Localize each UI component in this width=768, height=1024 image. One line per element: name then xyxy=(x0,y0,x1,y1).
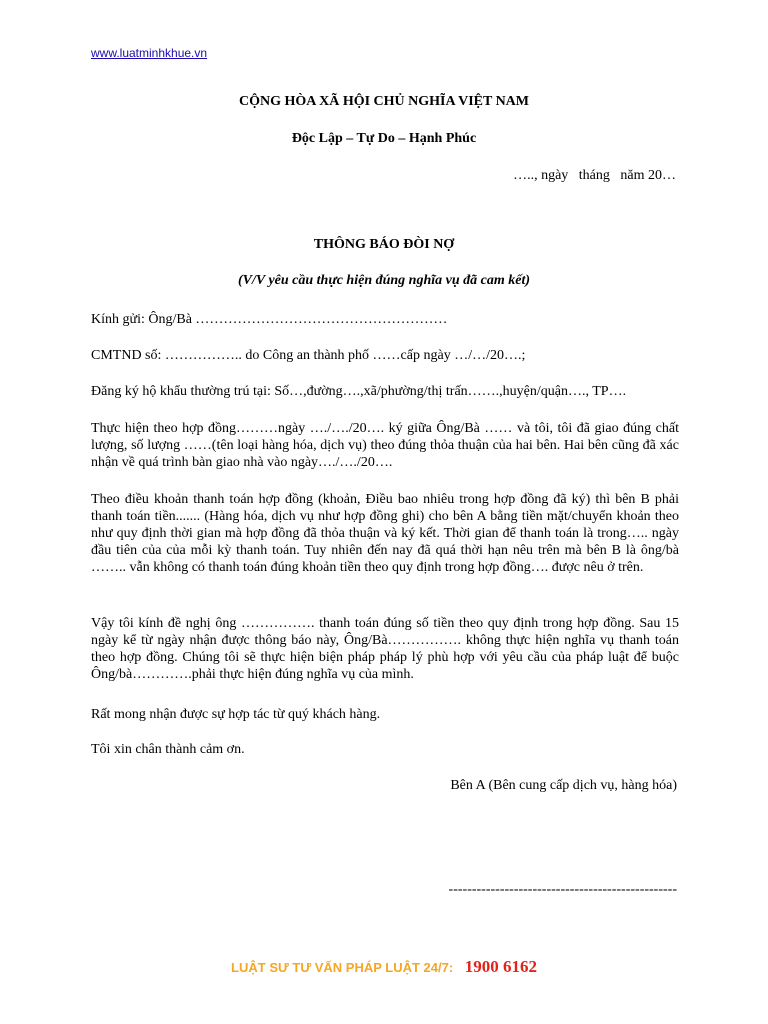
thanks-paragraph: Tôi xin chân thành cảm ơn. xyxy=(91,742,245,757)
request-paragraph: Vậy tôi kính đề nghị ông ……………. thanh toán đúng số tiền theo quy định trong hợp đồng. Sau 15 ngày kể từ ngày nhận được thông báo này, Ông/Bà……………. không thực hiện nghĩa vụ thanh toán theo hợp đồng. Chúng tôi sẽ thực hiện biện pháp pháp lý phù hợp với yêu cầu của pháp luật để buộc Ông/bà………….phải thực hiện đúng nghĩa vụ của mình. xyxy=(91,616,679,682)
address-paragraph: Đăng ký hộ khẩu thường trú tại: Số…,đường….,xã/phường/thị trấn…….,huyện/quận…., TP…. xyxy=(91,384,627,399)
document-title: THÔNG BÁO ĐÒI NỢ xyxy=(313,237,455,252)
signature-line: ------------------------------------------------- xyxy=(448,882,677,897)
site-link[interactable]: www.luatminhkhue.vn xyxy=(91,46,208,60)
date-line: ….., ngày tháng năm 20… xyxy=(513,168,676,183)
recipient-paragraph: Kính gửi: Ông/Bà ……………………………………………… xyxy=(91,312,448,327)
nation-heading: CỘNG HÒA XÃ HỘI CHỦ NGHĨA VIỆT NAM xyxy=(238,94,529,109)
signer-label: Bên A (Bên cung cấp dịch vụ, hàng hóa) xyxy=(450,778,677,793)
footer-hotline xyxy=(0,956,768,978)
footer-label: LUẬT SƯ TƯ VẤN PHÁP LUẬT 24/7: xyxy=(231,960,454,975)
contract-paragraph: Thực hiện theo hợp đồng………ngày …./…./20…. ký giữa Ông/Bà …… và tôi, tôi đã giao đúng chất lượng, số lượng ……(tên loại hàng hóa, dịch vụ) theo đúng thỏa thuận của hai bên. Hai bên cũng đã xác nhận về quá trình bàn giao nhà vào ngày…./…./20…. xyxy=(91,421,679,470)
cooperation-paragraph: Rất mong nhận được sự hợp tác từ quý khách hàng. xyxy=(91,707,381,722)
footer-phone[interactable]: 1900 6162 xyxy=(464,957,537,976)
document-subtitle: (V/V yêu cầu thực hiện đúng nghĩa vụ đã cam kết) xyxy=(237,273,531,288)
payment-paragraph: Theo điều khoản thanh toán hợp đồng (khoản, Điều bao nhiêu trong hợp đồng đã ký) thì bên B phải thanh toán tiền....... (Hàng hóa, dịch vụ như hợp đồng ghi) cho bên A bằng tiền mặt/chuyển khoản theo như quy định thời gian mà hợp đồng đã thỏa thuận và ký kết. Thời gian để thanh toán là trong….. ngày đầu tiên của của mỗi kỳ thanh toán. Tuy nhiên đến nay đã quá thời hạn nêu trên mà bên B là ông/bà …….. vẫn không có thanh toán đúng khoản tiền theo quy định trong hợp đồng…. được nêu ở trên. xyxy=(91,492,679,575)
id-card-paragraph: CMTND số: …………….. do Công an thành phố ……cấp ngày …/…/20….; xyxy=(91,348,526,363)
motto-heading: Độc Lập – Tự Do – Hạnh Phúc xyxy=(291,131,477,146)
